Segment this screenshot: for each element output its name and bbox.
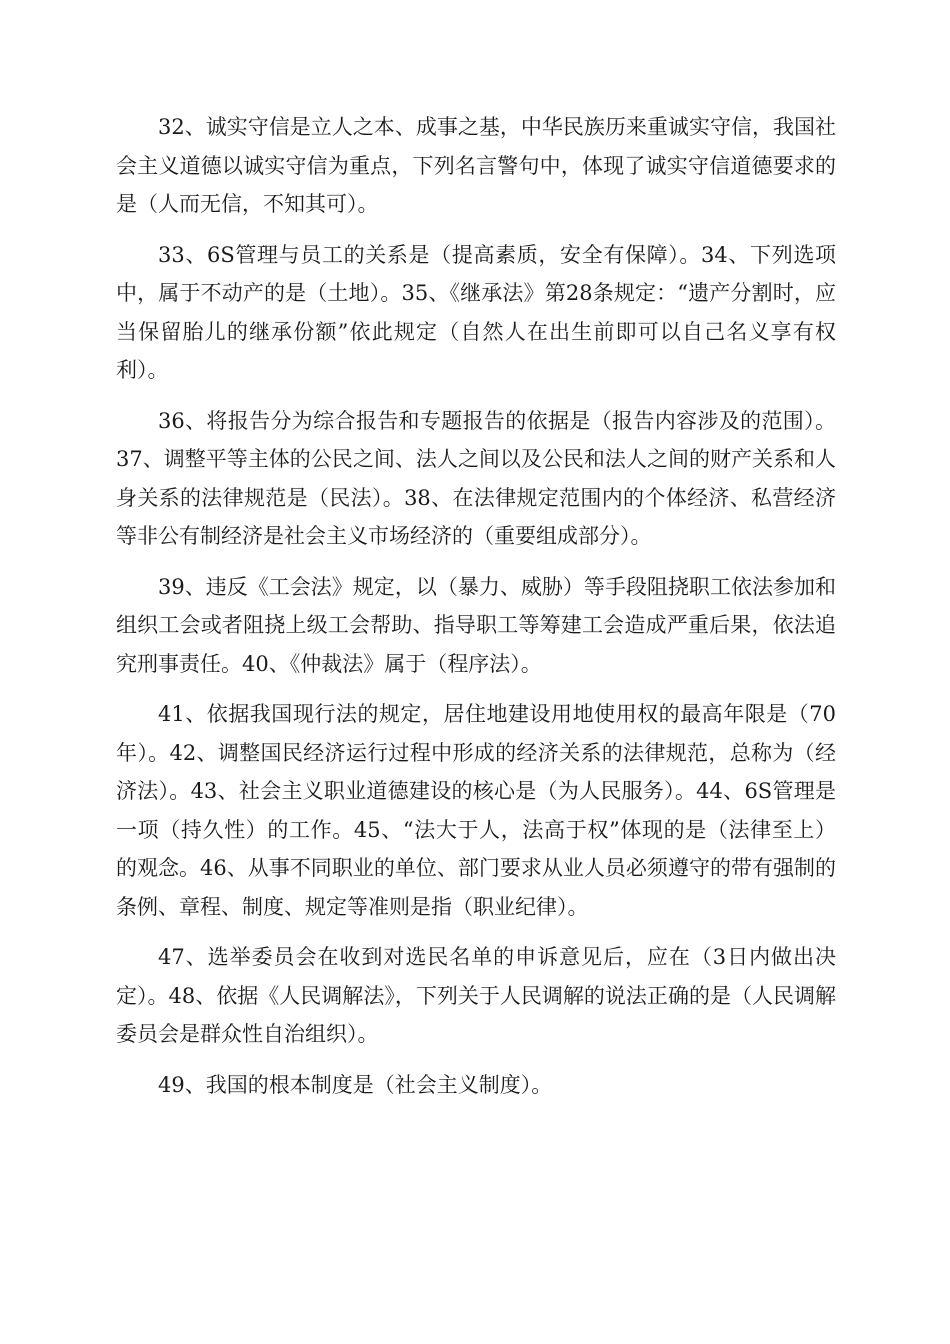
paragraph-49: 49、我国的根本制度是（社会主义制度）。: [158, 1072, 553, 1097]
paragraph-39-40: 39、违反《工会法》规定，以（暴力、威胁）等手段阻挠职工依法参加和组织工会或者阻挠上级工会帮助、指导职工等筹建工会造成严重后果，依法追究刑事责任。40、《仲裁法》属于（程序法）。: [116, 574, 836, 676]
document-page: [116, 108, 836, 1116]
paragraph-36-38: 36、将报告分为综合报告和专题报告的依据是（报告内容涉及的范围）。37、调整平等主体的公民之间、法人之间以及公民和法人之间的财产关系和人身关系的法律规范是（民法）。38、在法律规定范围内的个体经济、私营经济等非公有制经济是社会主义市场经济的（重要组成部分）。: [116, 408, 836, 548]
paragraph-47-48: 47、选举委员会在收到对选民名单的申诉意见后，应在（3日内做出决定）。48、依据《人民调解法》，下列关于人民调解的说法正确的是（人民调解委员会是群众性自治组织）。: [116, 945, 836, 1046]
paragraph-41-46: 41、依据我国现行法的规定，居住地建设用地使用权的最高年限是（70年）。42、调整国民经济运行过程中形成的经济关系的法律规范，总称为（经济法）。43、社会主义职业道德建设的核心是（为人民服务）。44、6S管理是一项（持久性）的工作。45、“法大于人，法高于权”体现的是（法律至上）的观念。46、从事不同职业的单位、部门要求从业人员必须遵守的带有强制的条例、章程、制度、规定等准则是指（职业纪律）。: [116, 702, 836, 919]
paragraph-33-35: 33、6S管理与员工的关系是（提高素质，安全有保障）。34、下列选项中，属于不动产的是（土地）。35、《继承法》第28条规定：“遗产分割时，应当保留胎儿的继承份额”依此规定（自然人在出生前即可以自己名义享有权利）。: [116, 242, 836, 382]
paragraph-32: 32、诚实守信是立人之本、成事之基，中华民族历来重诚实守信，我国社会主义道德以诚实守信为重点，下列名言警句中，体现了诚实守信道德要求的是（人而无信，不知其可）。: [116, 115, 836, 216]
